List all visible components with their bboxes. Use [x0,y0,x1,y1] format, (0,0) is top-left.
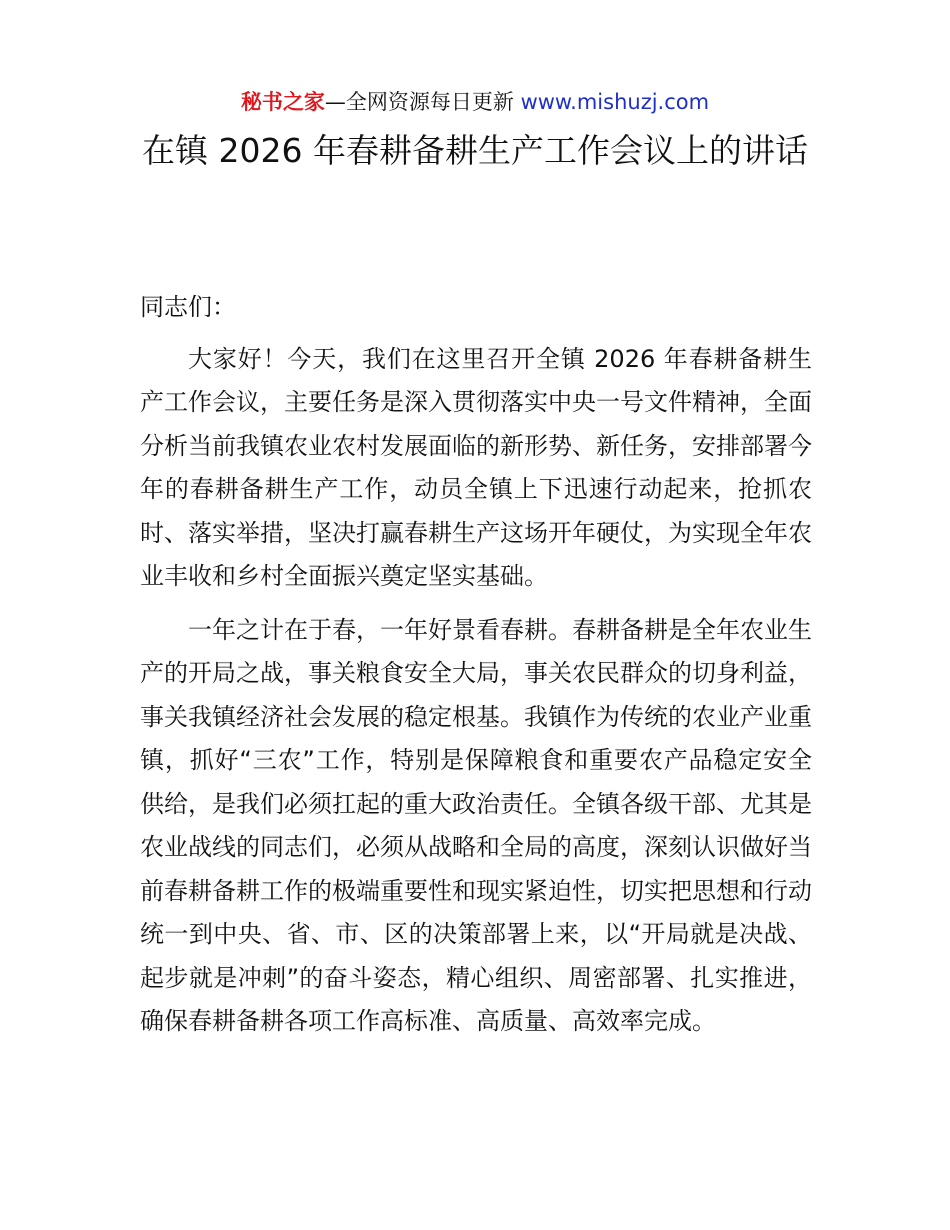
site-url-link[interactable]: www.mishuzj.com [520,90,710,114]
paragraph-2: 一年之计在于春，一年好景看春耕。春耕备耕是全年农业生产的开局之战，事关粮食安全大局，事关农民群众的切身利益，事关我镇经济社会发展的稳定根基。我镇作为传统的农业产业重镇，抓好“三农”工作，特别是保障粮食和重要农产品稳定安全供给，是我们必须扛起的重大政治责任。全镇各级干部、尤其是农业战线的同志们，必须从战略和全局的高度，深刻认识做好当前春耕备耕工作的极端重要性和现实紧迫性，切实把思想和行动统一到中央、省、市、区的决策部署上来，以“开局就是决战、起步就是冲刺”的奋斗姿态，精心组织、周密部署、扎实推进，确保春耕备耕各项工作高标准、高质量、高效率完成。 [140,615,812,1035]
salutation: 同志们： [140,293,236,321]
site-header [0,88,950,116]
document-title: 在镇 2026 年春耕备耕生产工作会议上的讲话 [142,131,808,170]
document-body [140,286,812,1054]
header-tagline: —全网资源每日更新 [324,90,514,114]
brand-name: 秘书之家 [240,90,325,114]
paragraph-1: 大家好！今天，我们在这里召开全镇 2026 年春耕备耕生产工作会议，主要任务是深入贯彻落实中央一号文件精神，全面分析当前我镇农业农村发展面临的新形势、新任务，安排部署今年的春耕备耕生产工作，动员全镇上下迅速行动起来，抢抓农时、落实举措，坚决打赢春耕生产这场开年硬仗，为实现全年农业丰收和乡村全面振兴奠定坚实基础。 [140,344,812,590]
